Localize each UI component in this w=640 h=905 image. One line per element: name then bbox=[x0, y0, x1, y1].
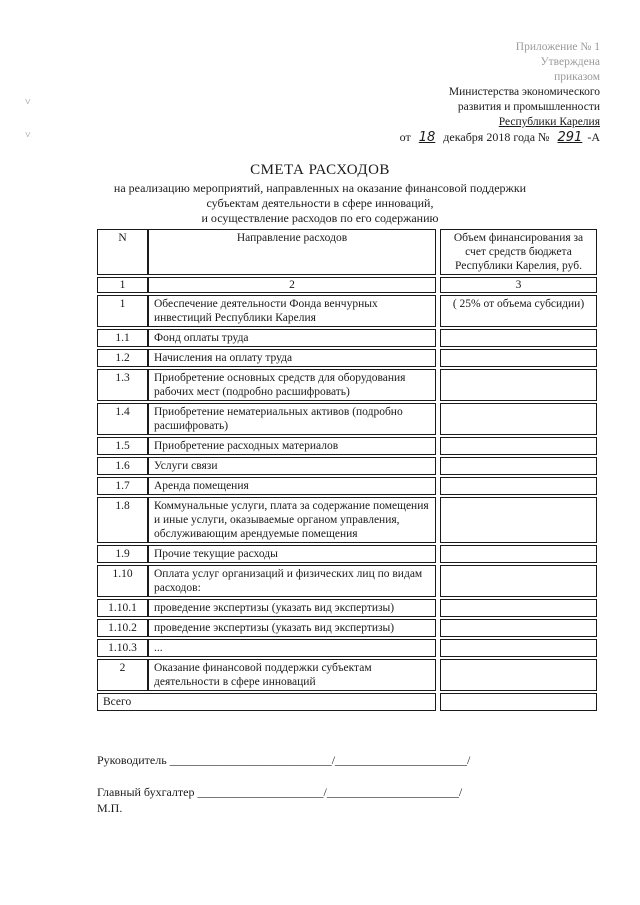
budget-table bbox=[97, 227, 597, 713]
table-row bbox=[97, 437, 597, 455]
ministry-line-3: Республики Карелия bbox=[498, 116, 600, 128]
order-day: 18 bbox=[418, 130, 436, 145]
subtitle-line-2: субъектам деятельности в сфере инноваций, bbox=[206, 196, 434, 210]
approved-label: Утверждена bbox=[540, 56, 600, 68]
row-funding bbox=[440, 477, 597, 495]
row-direction: Приобретение расходных материалов bbox=[148, 437, 436, 455]
header-direction: Направление расходов bbox=[148, 229, 436, 275]
row-funding bbox=[440, 349, 597, 367]
total-label: Всего bbox=[97, 693, 436, 711]
row-number: 1.8 bbox=[97, 497, 148, 543]
row-direction: Приобретение основных средств для оборудования рабочих мест (подробно расшифровать) bbox=[148, 369, 436, 401]
column-number-3: 3 bbox=[440, 277, 597, 293]
row-direction: Коммунальные услуги, плата за содержание помещения и иные услуги, оказываемые органом управления, обслуживающим арендуемые помещения bbox=[148, 497, 436, 543]
row-funding bbox=[440, 329, 597, 347]
row-direction: Начисления на оплату труда bbox=[148, 349, 436, 367]
order-date-line bbox=[400, 130, 600, 145]
row-funding bbox=[440, 565, 597, 597]
header-funding: Объем финансирования за счет средств бюджета Республики Карелия, руб. bbox=[440, 229, 597, 275]
row-number: 1.10 bbox=[97, 565, 148, 597]
table-row bbox=[97, 497, 597, 543]
row-number: 1.2 bbox=[97, 349, 148, 367]
subtitle-line-3: и осуществление расходов по его содержанию bbox=[201, 211, 439, 225]
header-number: N bbox=[97, 229, 148, 275]
column-number-2: 2 bbox=[148, 277, 436, 293]
appendix-label: Приложение № 1 bbox=[515, 41, 600, 53]
row-number: 1.7 bbox=[97, 477, 148, 495]
order-label: приказом bbox=[554, 71, 600, 83]
row-number: 1.10.3 bbox=[97, 639, 148, 657]
row-funding bbox=[440, 619, 597, 637]
table-row bbox=[97, 403, 597, 435]
row-direction: Обеспечение деятельности Фонда венчурных инвестиций Республики Карелия bbox=[148, 295, 436, 327]
row-direction: ... bbox=[148, 639, 436, 657]
row-number: 1 bbox=[97, 295, 148, 327]
total-row bbox=[97, 693, 597, 711]
date-middle: декабря 2018 года № bbox=[443, 130, 550, 144]
row-funding bbox=[440, 599, 597, 617]
row-funding bbox=[440, 457, 597, 475]
subtitle-line-1: на реализацию мероприятий, направленных на оказание финансовой поддержки bbox=[113, 181, 527, 195]
column-number-row bbox=[97, 277, 597, 293]
row-number: 1.6 bbox=[97, 457, 148, 475]
row-direction: Приобретение нематериальных активов (подробно расшифровать) bbox=[148, 403, 436, 435]
row-number: 1.5 bbox=[97, 437, 148, 455]
accountant-signature-line: Главный бухгалтер _____________________/______________________/ bbox=[97, 785, 463, 799]
table-row bbox=[97, 349, 597, 367]
total-value bbox=[440, 693, 597, 711]
row-funding bbox=[440, 437, 597, 455]
row-direction: проведение экспертизы (указать вид экспертизы) bbox=[148, 619, 436, 637]
table-row bbox=[97, 639, 597, 657]
title-block bbox=[0, 162, 640, 226]
table-row bbox=[97, 329, 597, 347]
date-prefix: от bbox=[399, 130, 411, 144]
row-funding bbox=[440, 639, 597, 657]
row-number: 1.10.2 bbox=[97, 619, 148, 637]
row-funding bbox=[440, 659, 597, 691]
order-number: 291 bbox=[557, 130, 583, 145]
row-number: 2 bbox=[97, 659, 148, 691]
row-direction: Оплата услуг организаций и физических лиц по видам расходов: bbox=[148, 565, 436, 597]
ministry-line-1: Министерства экономического bbox=[448, 86, 600, 98]
row-direction: Фонд оплаты труда bbox=[148, 329, 436, 347]
table-row bbox=[97, 565, 597, 597]
row-direction: проведение экспертизы (указать вид экспертизы) bbox=[148, 599, 436, 617]
row-funding bbox=[440, 497, 597, 543]
row-direction: Аренда помещения bbox=[148, 477, 436, 495]
table-row bbox=[97, 619, 597, 637]
signature-block bbox=[97, 752, 470, 816]
row-number: 1.3 bbox=[97, 369, 148, 401]
table-row bbox=[97, 545, 597, 563]
order-number-suffix: -А bbox=[587, 130, 600, 144]
document-subtitle bbox=[0, 181, 640, 226]
row-number: 1.4 bbox=[97, 403, 148, 435]
table-header-row bbox=[97, 229, 597, 275]
column-number-1: 1 bbox=[97, 277, 148, 293]
row-funding bbox=[440, 545, 597, 563]
document-title: СМЕТА РАСХОДОВ bbox=[250, 162, 390, 178]
table-row bbox=[97, 457, 597, 475]
row-number: 1.10.1 bbox=[97, 599, 148, 617]
row-number: 1.9 bbox=[97, 545, 148, 563]
row-direction: Оказание финансовой поддержки субъектам деятельности в сфере инноваций bbox=[148, 659, 436, 691]
ministry-line-2: развития и промышленности bbox=[457, 101, 600, 113]
head-signature-line: Руководитель ___________________________/______________________/ bbox=[97, 753, 471, 767]
approval-block bbox=[449, 40, 600, 130]
table-row bbox=[97, 599, 597, 617]
table-row bbox=[97, 659, 597, 691]
table-row bbox=[97, 477, 597, 495]
row-funding: ( 25% от объема субсидии) bbox=[440, 295, 597, 327]
stamp-label: М.П. bbox=[97, 801, 123, 815]
row-funding bbox=[440, 403, 597, 435]
table-row bbox=[97, 369, 597, 401]
table-row bbox=[97, 295, 597, 327]
row-number: 1.1 bbox=[97, 329, 148, 347]
row-funding bbox=[440, 369, 597, 401]
row-direction: Прочие текущие расходы bbox=[148, 545, 436, 563]
scan-mark: ˅ bbox=[25, 97, 31, 108]
row-direction: Услуги связи bbox=[148, 457, 436, 475]
scan-mark: ˅ bbox=[25, 130, 31, 141]
